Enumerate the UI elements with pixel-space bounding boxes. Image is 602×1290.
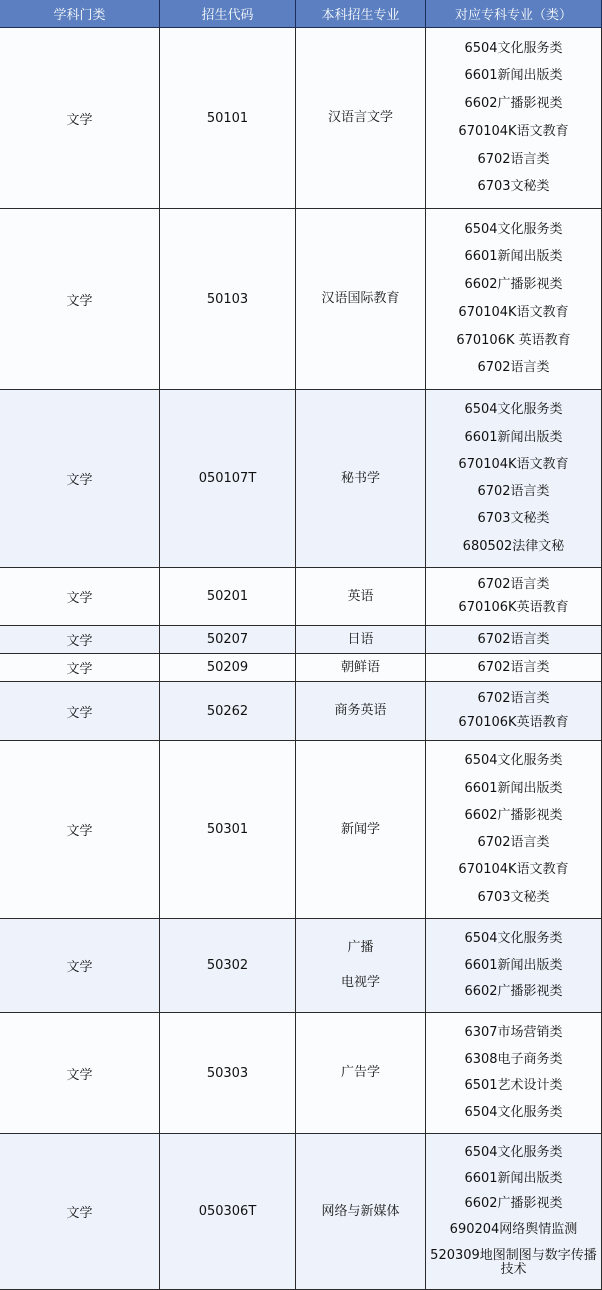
related-major-item: 6504文化服务类 bbox=[464, 1144, 563, 1160]
row-8-category-cell: 文学 bbox=[0, 741, 160, 919]
related-major-item: 670106K 英语教育 bbox=[456, 332, 571, 348]
row-5-related-cell bbox=[426, 626, 602, 654]
row-1-major-cell bbox=[296, 28, 426, 209]
related-major-item: 6602广播影视类 bbox=[464, 277, 563, 293]
major-name-line: 广告学 bbox=[340, 1065, 380, 1080]
row-11-major-cell bbox=[296, 1134, 426, 1290]
major-name-line: 广播 bbox=[347, 939, 374, 955]
related-major-item: 6504文化服务类 bbox=[464, 1105, 563, 1121]
row-9-category-cell: 文学 bbox=[0, 919, 160, 1013]
related-major-item: 6703文秘类 bbox=[477, 179, 550, 195]
related-major-item: 6601新闻出版类 bbox=[464, 429, 563, 445]
row-5-category-cell: 文学 bbox=[0, 626, 160, 654]
row-10-category-cell: 文学 bbox=[0, 1013, 160, 1134]
related-major-item: 6602广播影视类 bbox=[464, 96, 563, 112]
related-major-item: 6703文秘类 bbox=[477, 889, 550, 905]
row-9-related-cell bbox=[426, 919, 602, 1013]
related-major-item: 6702语言类 bbox=[477, 659, 550, 675]
major-name-line: 商务英语 bbox=[334, 703, 387, 718]
related-major-item: 6601新闻出版类 bbox=[464, 249, 563, 265]
row-1-category-cell: 文学 bbox=[0, 28, 160, 209]
major-name-line: 新闻学 bbox=[340, 821, 380, 837]
related-major-item: 6307市场营销类 bbox=[464, 1024, 563, 1040]
row-10-code-cell: 50303 bbox=[160, 1013, 296, 1134]
row-2-code-cell: 50103 bbox=[160, 209, 296, 390]
header-related: 对应专科专业（类） bbox=[426, 0, 602, 28]
related-major-item: 670106K英语教育 bbox=[458, 600, 569, 616]
major-name-line: 朝鲜语 bbox=[340, 659, 380, 675]
row-3-related-cell bbox=[426, 390, 602, 568]
row-7-major-cell bbox=[296, 682, 426, 741]
major-name-line: 英语 bbox=[347, 588, 374, 604]
major-name-line: 电视学 bbox=[340, 975, 380, 991]
row-7-code-cell: 50262 bbox=[160, 682, 296, 741]
row-1-code-cell: 50101 bbox=[160, 28, 296, 209]
related-major-item: 6702语言类 bbox=[477, 151, 550, 167]
related-major-item: 6601新闻出版类 bbox=[464, 68, 563, 84]
row-9-major-cell bbox=[296, 919, 426, 1013]
row-9-code-cell: 50302 bbox=[160, 919, 296, 1013]
related-major-item: 6702语言类 bbox=[477, 631, 550, 647]
major-name-line: 秘书学 bbox=[340, 470, 380, 486]
related-major-item: 6601新闻出版类 bbox=[464, 780, 563, 796]
major-name-line: 汉语言文学 bbox=[327, 110, 393, 125]
row-11-category-cell: 文学 bbox=[0, 1134, 160, 1290]
row-10-related-cell bbox=[426, 1013, 602, 1134]
related-major-item: 6504文化服务类 bbox=[464, 402, 563, 418]
related-major-item: 6601新闻出版类 bbox=[464, 1170, 563, 1186]
row-11-related-cell bbox=[426, 1134, 602, 1290]
row-7-category-cell: 文学 bbox=[0, 682, 160, 741]
related-major-item: 6602广播影视类 bbox=[464, 1196, 563, 1212]
major-name-line: 网络与新媒体 bbox=[321, 1203, 400, 1219]
row-6-category-cell: 文学 bbox=[0, 654, 160, 682]
row-3-major-cell bbox=[296, 390, 426, 568]
row-2-related-cell bbox=[426, 209, 602, 390]
row-7-related-cell bbox=[426, 682, 602, 741]
related-major-item: 6504文化服务类 bbox=[464, 40, 563, 56]
related-major-item: 6702语言类 bbox=[477, 484, 550, 500]
related-major-item: 6703文秘类 bbox=[477, 511, 550, 527]
row-11-code-cell: 050306T bbox=[160, 1134, 296, 1290]
row-4-major-cell bbox=[296, 568, 426, 626]
major-name-line: 日语 bbox=[347, 631, 374, 647]
related-major-item: 6602广播影视类 bbox=[464, 807, 563, 823]
row-6-major-cell bbox=[296, 654, 426, 682]
row-2-major-cell bbox=[296, 209, 426, 390]
row-4-code-cell: 50201 bbox=[160, 568, 296, 626]
related-major-item: 520309地图制图与数字传播技术 bbox=[430, 1248, 597, 1278]
related-major-item: 670104K语文教育 bbox=[458, 123, 569, 139]
row-3-category-cell: 文学 bbox=[0, 390, 160, 568]
related-major-item: 6501艺术设计类 bbox=[464, 1078, 563, 1094]
related-major-item: 690204网络舆情监测 bbox=[449, 1222, 578, 1238]
related-major-item: 6308电子商务类 bbox=[464, 1051, 563, 1067]
related-major-item: 6602广播影视类 bbox=[464, 984, 563, 1000]
related-major-item: 6504文化服务类 bbox=[464, 930, 563, 946]
related-major-item: 680502法律文秘 bbox=[462, 538, 565, 554]
header-major: 本科招生专业 bbox=[296, 0, 426, 28]
row-8-major-cell bbox=[296, 741, 426, 919]
row-8-code-cell: 50301 bbox=[160, 741, 296, 919]
row-10-major-cell bbox=[296, 1013, 426, 1134]
row-4-category-cell: 文学 bbox=[0, 568, 160, 626]
row-1-related-cell bbox=[426, 28, 602, 209]
row-4-related-cell bbox=[426, 568, 602, 626]
related-major-item: 6601新闻出版类 bbox=[464, 957, 563, 973]
related-major-item: 6504文化服务类 bbox=[464, 753, 563, 769]
related-major-item: 670104K语文教育 bbox=[458, 862, 569, 878]
row-8-related-cell bbox=[426, 741, 602, 919]
related-major-item: 670106K英语教育 bbox=[458, 715, 569, 730]
row-5-major-cell bbox=[296, 626, 426, 654]
row-6-code-cell: 50209 bbox=[160, 654, 296, 682]
related-major-item: 670104K语文教育 bbox=[458, 456, 569, 472]
related-major-item: 6504文化服务类 bbox=[464, 221, 563, 237]
row-3-code-cell: 050107T bbox=[160, 390, 296, 568]
row-2-category-cell: 文学 bbox=[0, 209, 160, 390]
related-major-item: 6702语言类 bbox=[477, 360, 550, 376]
header-code: 招生代码 bbox=[160, 0, 296, 28]
related-major-item: 6702语言类 bbox=[477, 576, 550, 592]
row-5-code-cell: 50207 bbox=[160, 626, 296, 654]
row-6-related-cell bbox=[426, 654, 602, 682]
header-category: 学科门类 bbox=[0, 0, 160, 28]
related-major-item: 670104K语文教育 bbox=[458, 304, 569, 320]
related-major-item: 6702语言类 bbox=[477, 835, 550, 851]
major-name-line: 汉语国际教育 bbox=[321, 291, 400, 306]
related-major-item: 6702语言类 bbox=[477, 691, 550, 706]
